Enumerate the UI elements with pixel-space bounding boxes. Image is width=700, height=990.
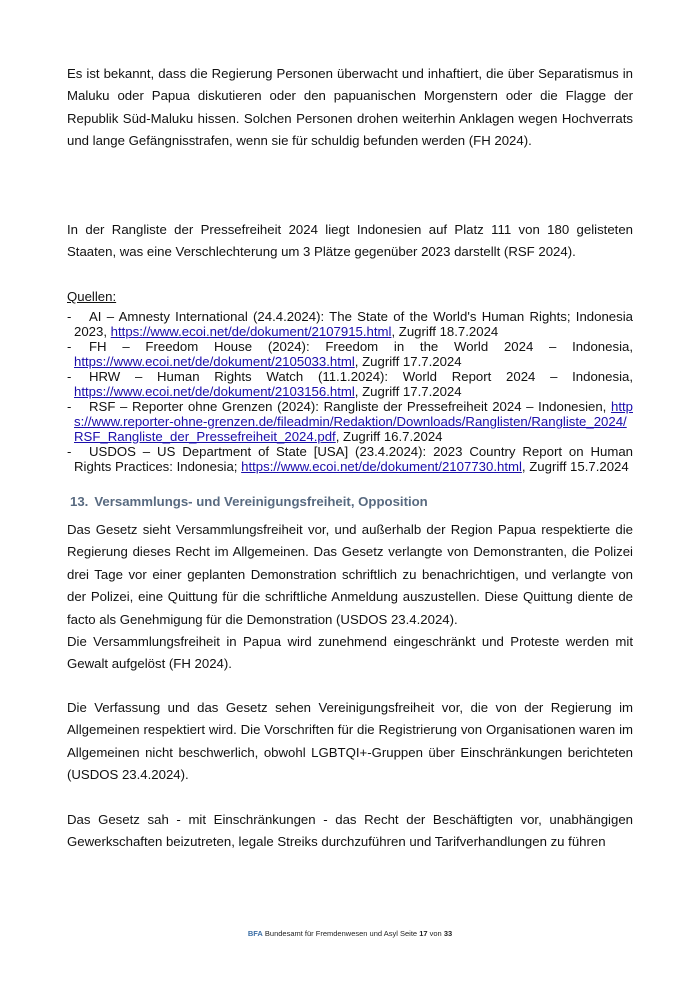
section-number: 13. [70, 494, 89, 509]
source-link[interactable]: https://www.reporter-ohne-grenzen.de/fileadmin/Redaktion/Downloads/Ranglisten/Rangliste_2024/RSF_Rangliste_der_Pressefreiheit_2024.pdf [74, 399, 633, 444]
source-link[interactable]: https://www.ecoi.net/de/dokument/2107915.html [110, 324, 392, 339]
source-item: - RSF – Reporter ohne Grenzen (2024): Rangliste der Pressefreiheit 2024 – Indonesien, https://www.reporter-ohne-grenzen.de/fileadmin/Redaktion/Downloads/Ranglisten/Rangliste_2024/RSF_Rangliste_der_Pressefreiheit_2024.pdf, Zugriff 16.7.2024 [67, 399, 633, 444]
footer-page-number: 17 [419, 929, 428, 938]
source-item: - FH – Freedom House (2024): Freedom in the World 2024 – Indonesia, https://www.ecoi.net/de/dokument/2105033.html, Zugriff 17.7.2024 [67, 339, 633, 369]
sources-list [67, 309, 633, 474]
source-item: - USDOS – US Department of State [USA] (23.4.2024): 2023 Country Report on Human Rights Practices: Indonesia; https://www.ecoi.net/de/dokument/2107730.html, Zugriff 15.7.2024 [67, 444, 633, 474]
paragraph-unions: Das Gesetz sah - mit Einschränkungen - das Recht der Beschäftigten vor, unabhängigen Gewerkschaften beizutreten, legale Streiks durchzuführen und Tarifverhandlungen zu führen [67, 812, 633, 850]
source-item: - HRW – Human Rights Watch (11.1.2024): World Report 2024 – Indonesia, https://www.ecoi.net/de/dokument/2103156.html, Zugriff 17.7.2024 [67, 369, 633, 399]
source-link[interactable]: https://www.ecoi.net/de/dokument/2105033.html [74, 354, 355, 369]
footer-page-total: 33 [443, 929, 453, 938]
section-heading [70, 492, 428, 512]
paragraph-press-freedom: In der Rangliste der Pressefreiheit 2024 liegt Indonesien auf Platz 111 von 180 gelisteten Staaten, was eine Verschlechterung um 3 Plätze gegenüber 2023 darstellt (RSF 2024). [67, 222, 633, 260]
paragraph-association: Die Verfassung und das Gesetz sehen Vereinigungsfreiheit vor, die von der Regierung im Allgemeinen respektiert wird. Die Vorschriften für die Registrierung von Organisationen waren im Allgemeinen nicht beschwerlich, obwohl LGBTQI+-Gruppen über Einschränkungen berichteten (USDOS 23.4.2024). [67, 700, 633, 783]
bfa-logo: BFA [247, 929, 263, 938]
sources-title: Quellen: [67, 289, 117, 304]
source-link[interactable]: https://www.ecoi.net/de/dokument/2107730.html [241, 459, 522, 474]
paragraph-assembly: Das Gesetz sieht Versammlungsfreiheit vor, und außerhalb der Region Papua respektierte die Regierung dieses Recht im Allgemeinen. Das Gesetz verlangte von Demonstranten, die Polizei drei Tage vor einer geplanten Demonstration schriftlich zu benachrichtigen, und verlangte von der Polizei, eine Quittung für die schriftliche Anmeldung auszustellen. Diese Quittung diente de facto als Genehmigung für die Demonstration (USDOS 23.4.2024). [67, 522, 633, 627]
footer-of-label: von [429, 929, 442, 938]
footer-org: Bundesamt für Fremdenwesen und Asyl [264, 929, 398, 938]
section-title: Versammlungs- und Vereinigungsfreiheit, Opposition [94, 494, 428, 509]
page-footer [0, 929, 700, 938]
paragraph-separatism: Es ist bekannt, dass die Regierung Personen überwacht und inhaftiert, die über Separatismus in Maluku oder Papua diskutieren oder den papuanischen Morgenstern oder die Flagge der Republik Süd-Maluku hissen. Solchen Personen drohen weiterhin Anklagen wegen Hochverrats und lange Gefängnisstrafen, wenn sie für schuldig befunden werden (FH 2024). [67, 66, 633, 149]
paragraph-papua-assembly: Die Versammlungsfreiheit in Papua wird zunehmend eingeschränkt und Proteste werden mit Gewalt aufgelöst (FH 2024). [67, 634, 633, 672]
source-item: - AI – Amnesty International (24.4.2024): The State of the World's Human Rights; Indonesia 2023, https://www.ecoi.net/de/dokument/2107915.html, Zugriff 18.7.2024 [67, 309, 633, 339]
source-link[interactable]: https://www.ecoi.net/de/dokument/2103156.html [74, 384, 355, 399]
footer-page-label: Seite [400, 929, 418, 938]
